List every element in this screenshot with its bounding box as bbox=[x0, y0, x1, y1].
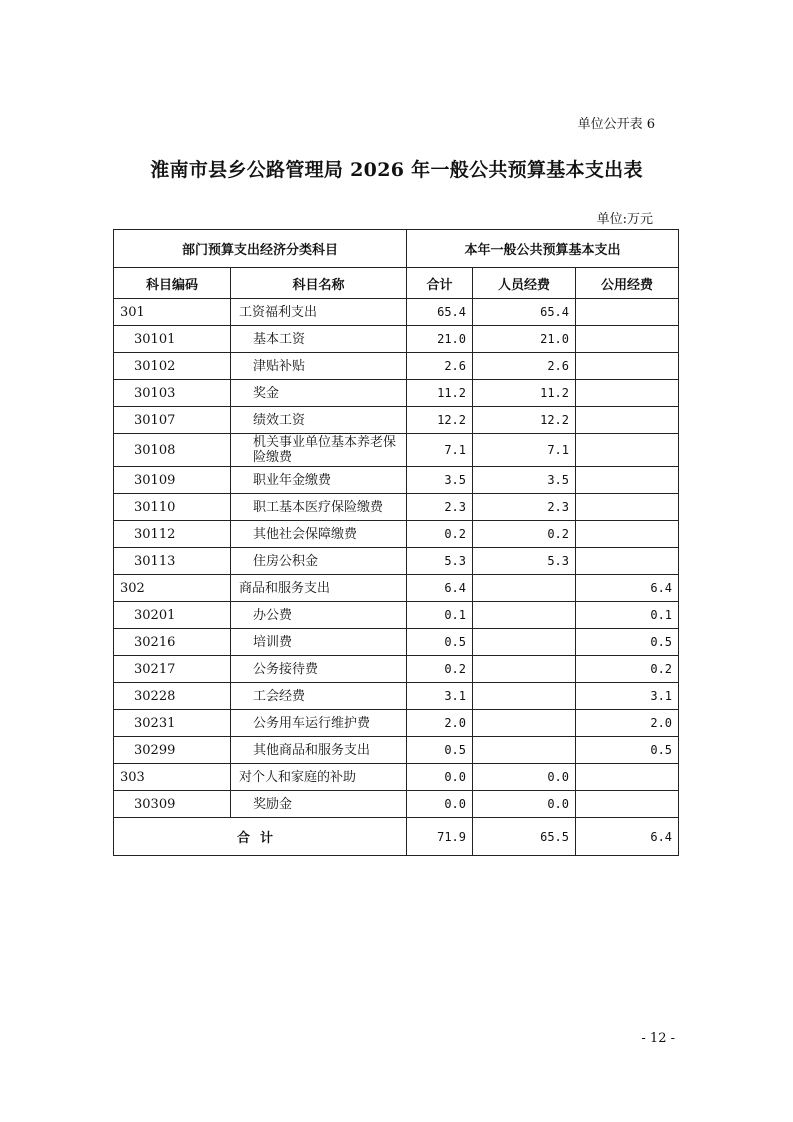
public-cell: 0.5 bbox=[576, 629, 679, 656]
personnel-cell: 11.2 bbox=[473, 380, 576, 407]
name-cell: 商品和服务支出 bbox=[231, 575, 407, 602]
personnel-cell: 2.3 bbox=[473, 494, 576, 521]
total-cell: 0.5 bbox=[407, 737, 473, 764]
name-cell: 公务接待费 bbox=[231, 656, 407, 683]
public-cell: 0.5 bbox=[576, 737, 679, 764]
code-cell: 30216 bbox=[114, 629, 231, 656]
public-cell bbox=[576, 548, 679, 575]
name-cell: 绩效工资 bbox=[231, 407, 407, 434]
table-row bbox=[114, 467, 679, 494]
code-cell: 303 bbox=[114, 764, 231, 791]
table-row bbox=[114, 494, 679, 521]
personnel-cell: 65.4 bbox=[473, 299, 576, 326]
group-header-classification: 部门预算支出经济分类科目 bbox=[114, 230, 407, 268]
name-cell: 津贴补贴 bbox=[231, 353, 407, 380]
public-cell bbox=[576, 434, 679, 467]
personnel-cell bbox=[473, 656, 576, 683]
total-cell: 0.2 bbox=[407, 656, 473, 683]
code-cell: 30201 bbox=[114, 602, 231, 629]
name-cell: 住房公积金 bbox=[231, 548, 407, 575]
table-row bbox=[114, 629, 679, 656]
code-cell: 30107 bbox=[114, 407, 231, 434]
table-row bbox=[114, 602, 679, 629]
personnel-cell bbox=[473, 710, 576, 737]
personnel-cell: 12.2 bbox=[473, 407, 576, 434]
public-cell bbox=[576, 380, 679, 407]
column-header-name: 科目名称 bbox=[231, 268, 407, 299]
personnel-cell bbox=[473, 629, 576, 656]
name-cell: 其他商品和服务支出 bbox=[231, 737, 407, 764]
page-number: - 12 - bbox=[641, 1031, 675, 1046]
total-cell: 2.6 bbox=[407, 353, 473, 380]
code-cell: 30309 bbox=[114, 791, 231, 818]
name-cell: 其他社会保障缴费 bbox=[231, 521, 407, 548]
column-header-code: 科目编码 bbox=[114, 268, 231, 299]
form-label: 单位公开表 6 bbox=[577, 117, 655, 132]
name-cell: 奖励金 bbox=[231, 791, 407, 818]
code-cell: 30231 bbox=[114, 710, 231, 737]
code-cell: 30112 bbox=[114, 521, 231, 548]
personnel-cell: 0.0 bbox=[473, 764, 576, 791]
total-cell: 12.2 bbox=[407, 407, 473, 434]
personnel-cell: 2.6 bbox=[473, 353, 576, 380]
name-cell: 工资福利支出 bbox=[231, 299, 407, 326]
table-row bbox=[114, 407, 679, 434]
code-cell: 30217 bbox=[114, 656, 231, 683]
total-cell: 3.5 bbox=[407, 467, 473, 494]
table-row bbox=[114, 548, 679, 575]
total-cell: 21.0 bbox=[407, 326, 473, 353]
code-cell: 301 bbox=[114, 299, 231, 326]
public-cell: 0.1 bbox=[576, 602, 679, 629]
personnel-cell: 7.1 bbox=[473, 434, 576, 467]
public-cell: 3.1 bbox=[576, 683, 679, 710]
code-cell: 30228 bbox=[114, 683, 231, 710]
public-cell bbox=[576, 299, 679, 326]
personnel-cell bbox=[473, 737, 576, 764]
public-cell bbox=[576, 791, 679, 818]
table-row bbox=[114, 791, 679, 818]
personnel-cell: 5.3 bbox=[473, 548, 576, 575]
personnel-cell bbox=[473, 683, 576, 710]
table-row bbox=[114, 299, 679, 326]
column-header-public: 公用经费 bbox=[576, 268, 679, 299]
public-cell: 0.2 bbox=[576, 656, 679, 683]
total-public-cell: 6.4 bbox=[576, 818, 679, 856]
column-header-personnel: 人员经费 bbox=[473, 268, 576, 299]
total-label: 合计 bbox=[114, 818, 407, 856]
total-cell: 5.3 bbox=[407, 548, 473, 575]
name-cell: 办公费 bbox=[231, 602, 407, 629]
table-row bbox=[114, 326, 679, 353]
public-cell: 6.4 bbox=[576, 575, 679, 602]
personnel-cell: 0.2 bbox=[473, 521, 576, 548]
public-cell bbox=[576, 407, 679, 434]
total-cell: 2.3 bbox=[407, 494, 473, 521]
total-personnel-cell: 65.5 bbox=[473, 818, 576, 856]
code-cell: 30108 bbox=[114, 434, 231, 467]
personnel-cell bbox=[473, 575, 576, 602]
personnel-cell bbox=[473, 602, 576, 629]
code-cell: 30113 bbox=[114, 548, 231, 575]
total-cell: 6.4 bbox=[407, 575, 473, 602]
name-cell: 基本工资 bbox=[231, 326, 407, 353]
personnel-cell: 21.0 bbox=[473, 326, 576, 353]
public-cell: 2.0 bbox=[576, 710, 679, 737]
code-cell: 30299 bbox=[114, 737, 231, 764]
budget-table bbox=[113, 229, 679, 856]
total-cell: 7.1 bbox=[407, 434, 473, 467]
name-cell: 职工基本医疗保险缴费 bbox=[231, 494, 407, 521]
name-cell: 工会经费 bbox=[231, 683, 407, 710]
group-header-basic-expenditure: 本年一般公共预算基本支出 bbox=[407, 230, 679, 268]
public-cell bbox=[576, 521, 679, 548]
table-row bbox=[114, 737, 679, 764]
code-cell: 302 bbox=[114, 575, 231, 602]
code-cell: 30109 bbox=[114, 467, 231, 494]
code-cell: 30102 bbox=[114, 353, 231, 380]
table-row bbox=[114, 380, 679, 407]
code-cell: 30101 bbox=[114, 326, 231, 353]
name-cell: 奖金 bbox=[231, 380, 407, 407]
name-cell: 培训费 bbox=[231, 629, 407, 656]
total-row bbox=[114, 818, 679, 856]
table-row bbox=[114, 353, 679, 380]
total-cell: 65.4 bbox=[407, 299, 473, 326]
table-row bbox=[114, 764, 679, 791]
table-row bbox=[114, 575, 679, 602]
table-row bbox=[114, 656, 679, 683]
public-cell bbox=[576, 467, 679, 494]
unit-label: 单位:万元 bbox=[596, 212, 653, 227]
total-cell: 0.1 bbox=[407, 602, 473, 629]
name-cell: 对个人和家庭的补助 bbox=[231, 764, 407, 791]
total-cell: 0.0 bbox=[407, 791, 473, 818]
table-row bbox=[114, 683, 679, 710]
total-total-cell: 71.9 bbox=[407, 818, 473, 856]
table-row bbox=[114, 521, 679, 548]
code-cell: 30110 bbox=[114, 494, 231, 521]
code-cell: 30103 bbox=[114, 380, 231, 407]
public-cell bbox=[576, 353, 679, 380]
name-cell: 职业年金缴费 bbox=[231, 467, 407, 494]
total-cell: 11.2 bbox=[407, 380, 473, 407]
name-cell: 公务用车运行维护费 bbox=[231, 710, 407, 737]
personnel-cell: 3.5 bbox=[473, 467, 576, 494]
name-cell: 机关事业单位基本养老保险缴费 bbox=[231, 434, 407, 467]
total-cell: 3.1 bbox=[407, 683, 473, 710]
total-cell: 0.2 bbox=[407, 521, 473, 548]
public-cell bbox=[576, 494, 679, 521]
public-cell bbox=[576, 326, 679, 353]
personnel-cell: 0.0 bbox=[473, 791, 576, 818]
public-cell bbox=[576, 764, 679, 791]
total-cell: 2.0 bbox=[407, 710, 473, 737]
table-row bbox=[114, 434, 679, 467]
table-row bbox=[114, 710, 679, 737]
column-header-total: 合计 bbox=[407, 268, 473, 299]
total-cell: 0.0 bbox=[407, 764, 473, 791]
page-title: 淮南市县乡公路管理局 2026 年一般公共预算基本支出表 bbox=[150, 159, 643, 181]
total-cell: 0.5 bbox=[407, 629, 473, 656]
